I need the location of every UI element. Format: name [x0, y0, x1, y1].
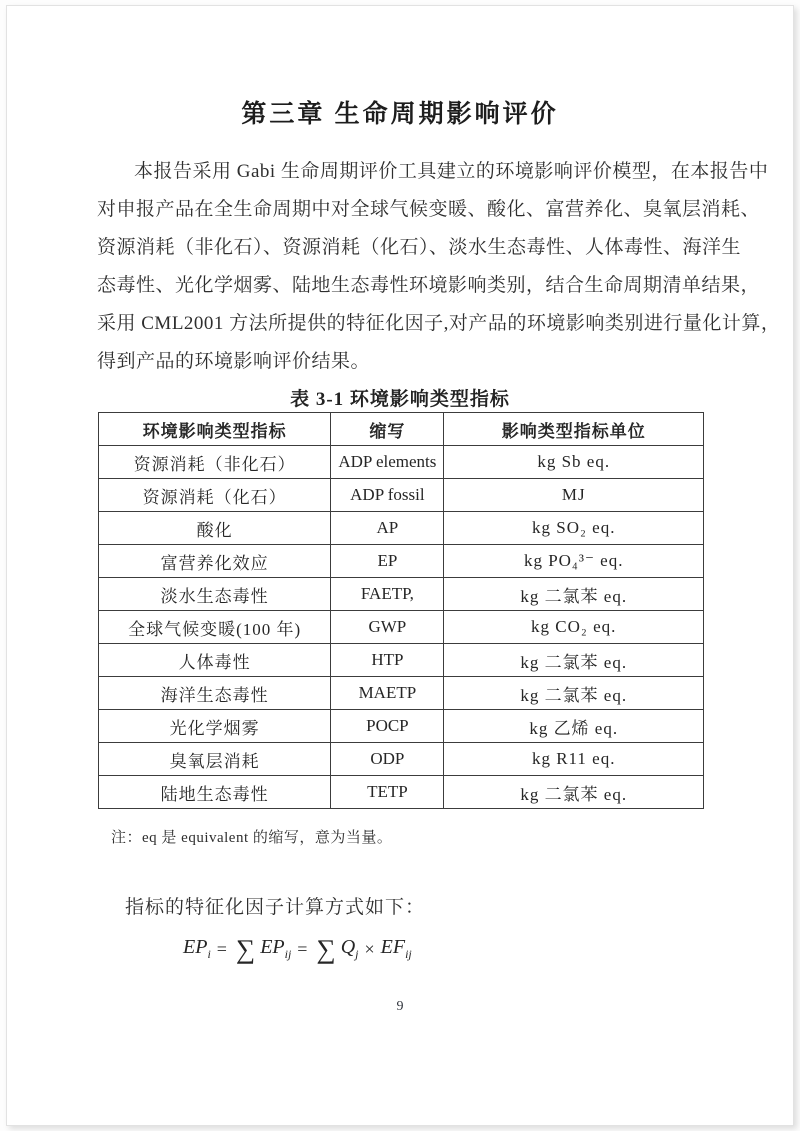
- indicator-cell: 全球气候变暖(100 年): [99, 611, 331, 644]
- unit-cell: kg 二氯苯 eq.: [444, 677, 704, 710]
- formula-intro-text: 指标的特征化因子计算方式如下：: [125, 897, 426, 918]
- table-row: [99, 611, 704, 644]
- indicator-cell: 陆地生态毒性: [99, 776, 331, 809]
- table-header-row: [99, 413, 704, 446]
- equals-sign: =: [216, 938, 227, 959]
- page-sheet: [6, 5, 794, 1126]
- chapter-title: 第三章 生命周期影响评价: [241, 101, 559, 128]
- indicator-cell: 富营养化效应: [99, 545, 331, 578]
- unit-cell: kg PO₄³⁻ eq.: [444, 545, 704, 578]
- abbreviation-cell: EP: [331, 545, 444, 578]
- table-caption: 表 3-1 环境影响类型指标: [290, 389, 510, 410]
- indicator-cell: 人体毒性: [99, 644, 331, 677]
- abbreviation-cell: AP: [331, 512, 444, 545]
- paragraph-line: 态毒性、光化学烟雾、陆地生态毒性环境影响类别，结合生命周期清单结果，: [97, 275, 761, 296]
- abbreviation-cell: ODP: [331, 743, 444, 776]
- formula-term: $Q_j$: [340, 936, 359, 961]
- table-row: [99, 479, 704, 512]
- unit-cell: kg 二氯苯 eq.: [444, 578, 704, 611]
- paragraph-line: 得到产品的环境影响评价结果。: [97, 351, 371, 372]
- table-row: [99, 677, 704, 710]
- abbreviation-cell: ADP fossil: [331, 479, 444, 512]
- table-row: [99, 743, 704, 776]
- indicator-cell: 酸化: [99, 512, 331, 545]
- unit-cell: kg Sb eq.: [444, 446, 704, 479]
- abbreviation-cell: GWP: [331, 611, 444, 644]
- abbreviation-cell: MAETP: [331, 677, 444, 710]
- abbreviation-cell: TETP: [331, 776, 444, 809]
- formula-term: $EP_i$: [183, 936, 211, 961]
- formula-term: $EF_{ij}$: [380, 936, 412, 961]
- abbreviation-cell: ADP elements: [331, 446, 444, 479]
- indicator-cell: 光化学烟雾: [99, 710, 331, 743]
- unit-cell: kg 二氯苯 eq.: [444, 644, 704, 677]
- paragraph-line: 资源消耗（非化石）、资源消耗（化石）、淡水生态毒性、人体毒性、海洋生: [97, 237, 742, 258]
- abbreviation-cell: POCP: [331, 710, 444, 743]
- table-row: [99, 512, 704, 545]
- paragraph-line: 本报告采用 Gabi 生命周期评价工具建立的环境影响评价模型，在本报告中: [134, 161, 769, 182]
- indicator-cell: 资源消耗（化石）: [99, 479, 331, 512]
- indicator-cell: 臭氧层消耗: [99, 743, 331, 776]
- table-row: [99, 446, 704, 479]
- unit-cell: MJ: [444, 479, 704, 512]
- characterization-formula: [183, 936, 412, 962]
- unit-cell: kg R11 eq.: [444, 743, 704, 776]
- sum-symbol: ∑: [235, 934, 256, 964]
- unit-cell: kg 二氯苯 eq.: [444, 776, 704, 809]
- indicator-cell: 淡水生态毒性: [99, 578, 331, 611]
- table-row: [99, 710, 704, 743]
- unit-cell: kg 乙烯 eq.: [444, 710, 704, 743]
- impact-indicator-table: [98, 412, 704, 809]
- unit-cell: kg CO₂ eq.: [444, 611, 704, 644]
- unit-cell: kg SO₂ eq.: [444, 512, 704, 545]
- formula-term: $EP_{ij}$: [260, 936, 292, 961]
- indicator-cell: 资源消耗（非化石）: [99, 446, 331, 479]
- column-header-unit: 影响类型指标单位: [444, 413, 704, 446]
- column-header-abbr: 缩写: [331, 413, 444, 446]
- table-row: [99, 644, 704, 677]
- indicator-cell: 海洋生态毒性: [99, 677, 331, 710]
- equals-sign: =: [297, 938, 308, 959]
- table-row: [99, 578, 704, 611]
- page-number: 9: [396, 999, 404, 1014]
- intro-paragraph: [97, 153, 781, 381]
- abbreviation-cell: HTP: [331, 644, 444, 677]
- paragraph-line: 采用 CML2001 方法所提供的特征化因子,对产品的环境影响类别进行量化计算，: [97, 313, 781, 334]
- table-row: [99, 776, 704, 809]
- table-row: [99, 545, 704, 578]
- table-note: 注：eq 是 equivalent 的缩写，意为当量。: [111, 830, 393, 846]
- paragraph-line: 对申报产品在全生命周期中对全球气候变暖、酸化、富营养化、臭氧层消耗、: [97, 199, 761, 220]
- multiply-sign: ×: [364, 938, 375, 959]
- abbreviation-cell: FAETP,: [331, 578, 444, 611]
- column-header-indicator: 环境影响类型指标: [99, 413, 331, 446]
- sum-symbol: ∑: [316, 934, 336, 964]
